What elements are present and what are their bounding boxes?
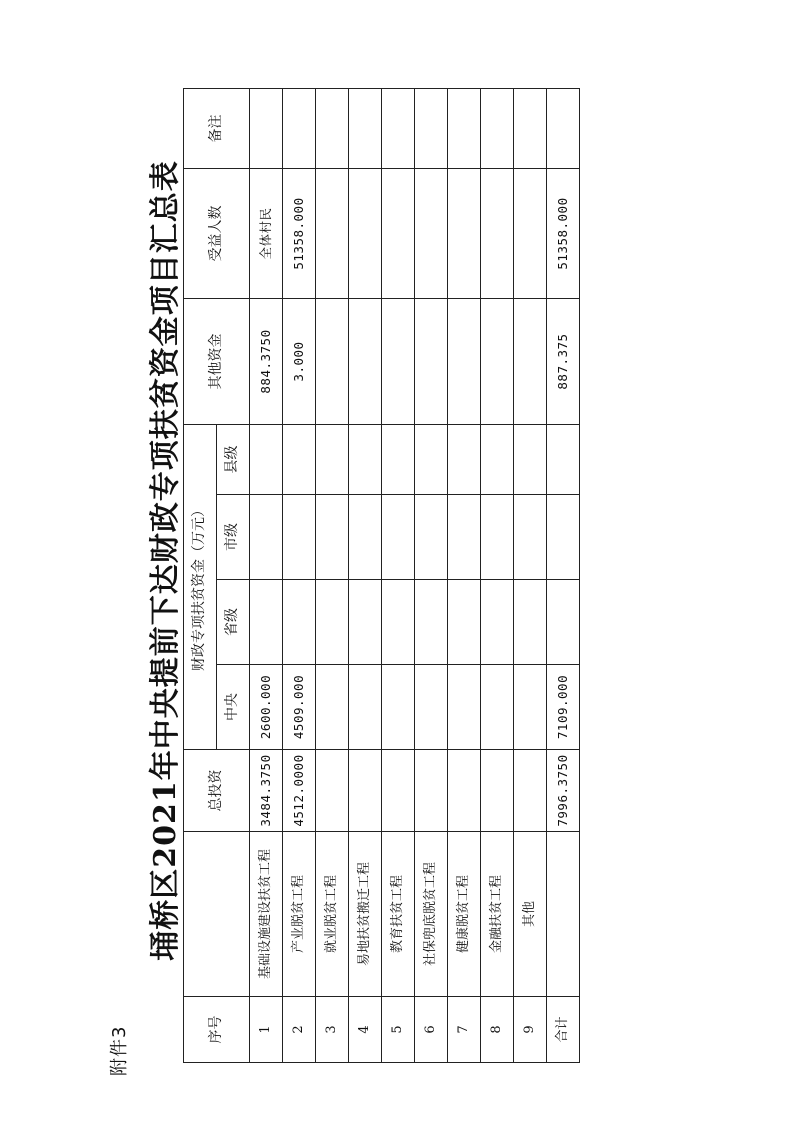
cell-remarks bbox=[316, 89, 349, 169]
cell-seq: 4 bbox=[349, 997, 382, 1063]
cell-city bbox=[382, 495, 415, 580]
cell-other-funds: 3.000 bbox=[283, 299, 316, 425]
cell-central bbox=[415, 665, 448, 750]
cell-other-funds: 887.375 bbox=[547, 299, 580, 425]
cell-other-funds bbox=[349, 299, 382, 425]
cell-city bbox=[415, 495, 448, 580]
cell-remarks bbox=[349, 89, 382, 169]
cell-beneficiaries bbox=[349, 169, 382, 299]
cell-central: 7109.000 bbox=[547, 665, 580, 750]
cell-beneficiaries bbox=[481, 169, 514, 299]
cell-central bbox=[382, 665, 415, 750]
cell-provincial bbox=[382, 580, 415, 665]
header-fiscal-group: 财政专项扶贫资金（万元） bbox=[184, 425, 217, 750]
table-row bbox=[316, 89, 349, 1063]
cell-county bbox=[382, 425, 415, 495]
attachment-label: 附件3 bbox=[109, 1025, 130, 1076]
cell-county bbox=[514, 425, 547, 495]
cell-project: 就业脱贫工程 bbox=[316, 832, 349, 997]
cell-project: 教育扶贫工程 bbox=[382, 832, 415, 997]
table-row bbox=[415, 89, 448, 1063]
cell-city bbox=[448, 495, 481, 580]
cell-city bbox=[316, 495, 349, 580]
cell-beneficiaries bbox=[382, 169, 415, 299]
cell-total bbox=[481, 750, 514, 832]
cell-seq: 9 bbox=[514, 997, 547, 1063]
cell-total bbox=[316, 750, 349, 832]
cell-central bbox=[481, 665, 514, 750]
cell-county bbox=[415, 425, 448, 495]
cell-county bbox=[481, 425, 514, 495]
cell-project: 金融扶贫工程 bbox=[481, 832, 514, 997]
cell-provincial bbox=[547, 580, 580, 665]
cell-city bbox=[514, 495, 547, 580]
cell-central bbox=[316, 665, 349, 750]
cell-provincial bbox=[448, 580, 481, 665]
cell-project: 社保兜底脱贫工程 bbox=[415, 832, 448, 997]
cell-central bbox=[349, 665, 382, 750]
cell-project bbox=[547, 832, 580, 997]
cell-total bbox=[415, 750, 448, 832]
cell-project: 基础设施建设扶贫工程 bbox=[250, 832, 283, 997]
cell-other-funds bbox=[415, 299, 448, 425]
cell-seq: 7 bbox=[448, 997, 481, 1063]
header-county: 县级 bbox=[217, 425, 250, 495]
cell-other-funds bbox=[316, 299, 349, 425]
cell-remarks bbox=[283, 89, 316, 169]
cell-project: 易地扶贫搬迁工程 bbox=[349, 832, 382, 997]
cell-other-funds bbox=[448, 299, 481, 425]
cell-city bbox=[481, 495, 514, 580]
cell-total bbox=[514, 750, 547, 832]
cell-city bbox=[547, 495, 580, 580]
cell-other-funds bbox=[481, 299, 514, 425]
table-row bbox=[250, 89, 283, 1063]
header-project bbox=[184, 832, 250, 997]
cell-central bbox=[514, 665, 547, 750]
cell-remarks bbox=[448, 89, 481, 169]
cell-remarks bbox=[250, 89, 283, 169]
cell-county bbox=[250, 425, 283, 495]
funding-summary-table bbox=[183, 88, 580, 1063]
cell-remarks bbox=[481, 89, 514, 169]
cell-total bbox=[448, 750, 481, 832]
document-title: 埇桥区2021年中央提前下达财政专项扶贫资金项目汇总表 bbox=[148, 160, 183, 961]
header-remarks: 备注 bbox=[184, 89, 250, 169]
cell-central: 2600.000 bbox=[250, 665, 283, 750]
cell-provincial bbox=[415, 580, 448, 665]
total-row bbox=[547, 89, 580, 1063]
cell-county bbox=[349, 425, 382, 495]
cell-beneficiaries bbox=[316, 169, 349, 299]
cell-seq: 2 bbox=[283, 997, 316, 1063]
cell-central bbox=[448, 665, 481, 750]
cell-provincial bbox=[283, 580, 316, 665]
cell-county bbox=[448, 425, 481, 495]
cell-seq: 3 bbox=[316, 997, 349, 1063]
cell-central: 4509.000 bbox=[283, 665, 316, 750]
cell-total: 7996.3750 bbox=[547, 750, 580, 832]
cell-city bbox=[250, 495, 283, 580]
table-row bbox=[349, 89, 382, 1063]
cell-seq: 1 bbox=[250, 997, 283, 1063]
cell-provincial bbox=[514, 580, 547, 665]
cell-provincial bbox=[316, 580, 349, 665]
header-seq: 序号 bbox=[184, 997, 250, 1063]
header-city: 市级 bbox=[217, 495, 250, 580]
header-central: 中央 bbox=[217, 665, 250, 750]
cell-seq: 5 bbox=[382, 997, 415, 1063]
cell-city bbox=[283, 495, 316, 580]
table-row bbox=[514, 89, 547, 1063]
cell-county bbox=[547, 425, 580, 495]
cell-county bbox=[283, 425, 316, 495]
table-row bbox=[481, 89, 514, 1063]
cell-seq: 8 bbox=[481, 997, 514, 1063]
cell-beneficiaries: 全体村民 bbox=[250, 169, 283, 299]
cell-beneficiaries bbox=[448, 169, 481, 299]
cell-beneficiaries bbox=[415, 169, 448, 299]
cell-other-funds: 884.3750 bbox=[250, 299, 283, 425]
cell-remarks bbox=[547, 89, 580, 169]
cell-seq: 6 bbox=[415, 997, 448, 1063]
cell-project: 健康脱贫工程 bbox=[448, 832, 481, 997]
cell-county bbox=[316, 425, 349, 495]
cell-beneficiaries bbox=[514, 169, 547, 299]
header-row-1 bbox=[184, 89, 217, 1063]
cell-beneficiaries: 51358.000 bbox=[547, 169, 580, 299]
cell-total bbox=[382, 750, 415, 832]
cell-provincial bbox=[481, 580, 514, 665]
cell-provincial bbox=[250, 580, 283, 665]
header-provincial: 省级 bbox=[217, 580, 250, 665]
cell-project: 产业脱贫工程 bbox=[283, 832, 316, 997]
header-other-funds: 其他资金 bbox=[184, 299, 250, 425]
cell-provincial bbox=[349, 580, 382, 665]
header-beneficiaries: 受益人数 bbox=[184, 169, 250, 299]
table-row bbox=[382, 89, 415, 1063]
cell-remarks bbox=[415, 89, 448, 169]
cell-beneficiaries: 51358.000 bbox=[283, 169, 316, 299]
table-row bbox=[283, 89, 316, 1063]
cell-project: 其他 bbox=[514, 832, 547, 997]
cell-seq: 合计 bbox=[547, 997, 580, 1063]
table-row bbox=[448, 89, 481, 1063]
cell-remarks bbox=[382, 89, 415, 169]
cell-total: 4512.0000 bbox=[283, 750, 316, 832]
cell-city bbox=[349, 495, 382, 580]
cell-remarks bbox=[514, 89, 547, 169]
cell-total bbox=[349, 750, 382, 832]
header-total: 总投资 bbox=[184, 750, 250, 832]
cell-other-funds bbox=[382, 299, 415, 425]
cell-total: 3484.3750 bbox=[250, 750, 283, 832]
cell-other-funds bbox=[514, 299, 547, 425]
